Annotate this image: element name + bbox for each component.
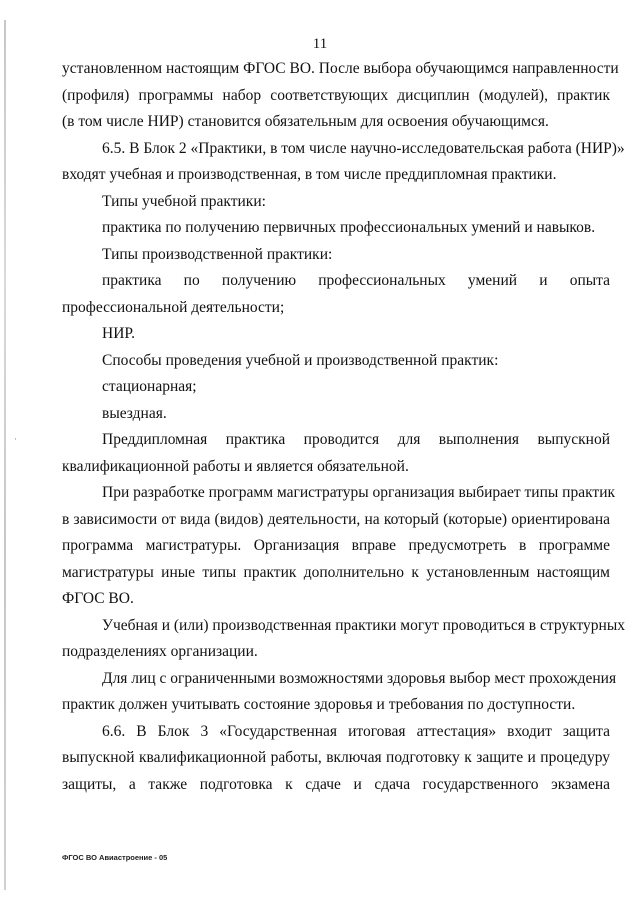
- scan-edge: [4, 20, 6, 890]
- text-line: Для лиц с ограниченными возможностями здоровья выбор мест прохождения: [102, 669, 617, 687]
- paragraph-field: [62, 401, 610, 428]
- paragraph-pregraduation: [62, 427, 610, 480]
- text-line: Типы учебной практики:: [102, 192, 266, 210]
- text-line: программа магистратуры. Организация вправе предусмотреть в программе: [62, 537, 610, 554]
- text-line: защиты, а также подготовка к сдаче и сдача государственного экзамена: [62, 775, 610, 793]
- paragraph-production-practice-types: [62, 242, 610, 269]
- text-line: При разработке программ магистратуры организация выбирает типы практик: [102, 484, 616, 501]
- paragraph-production-practice-item: [62, 268, 610, 321]
- text-line: стационарная;: [102, 378, 197, 395]
- paragraph-program-development: [62, 480, 616, 613]
- paragraph-structural-units: [62, 613, 625, 666]
- text-line: в зависимости от вида (видов) деятельности, на который (которые) ориентирована: [62, 510, 610, 528]
- text-line: (в том числе НИР) становится обязательным для освоения обучающимся.: [62, 113, 549, 130]
- text-line: практик должен учитывать состояние здоровья и требования по доступности.: [62, 696, 576, 713]
- paragraph-learning-practice-item: [62, 215, 610, 242]
- text-line: выездная.: [102, 404, 167, 422]
- paragraph-practice-methods: [62, 348, 610, 375]
- text-line: (профиля) программы набор соответствующих дисциплин (модулей), практик: [62, 86, 610, 104]
- text-line: Преддипломная практика проводится для выполнения выпускной: [102, 431, 610, 448]
- text-line: входят учебная и производственная, в том числе преддипломная практики.: [62, 166, 557, 183]
- paragraph-6-6: [62, 719, 610, 799]
- text-line: НИР.: [102, 325, 135, 342]
- paragraph-6-5: [62, 136, 625, 189]
- text-line: Способы проведения учебной и производственной практик:: [102, 351, 499, 369]
- paragraph-stationary: [62, 374, 610, 401]
- text-line: подразделениях организации.: [62, 643, 258, 660]
- footer-code: ФГОС ВО Авиастроение - 05: [62, 853, 168, 862]
- paragraph-nir: [62, 321, 610, 348]
- text-line: 6.6. В Блок 3 «Государственная итоговая аттестация» входит защита: [102, 722, 610, 740]
- text-line: выпускной квалификационной работы, включая подготовку к защите и процедуру: [62, 749, 610, 766]
- paragraph-continuation: [62, 56, 619, 136]
- paragraph-accessibility: [62, 666, 617, 719]
- paragraph-learning-practice-types: [62, 189, 610, 216]
- page-number: 11: [312, 36, 328, 52]
- text-line: ФГОС ВО.: [62, 590, 134, 607]
- text-line: практика по получению профессиональных умений и опыта: [102, 272, 610, 289]
- text-line: магистратуры иные типы практик дополнительно к установленным настоящим: [62, 563, 610, 581]
- scan-speck: ·: [14, 434, 17, 444]
- text-line: установленном настоящим ФГОС ВО. После выбора обучающимся направленности: [62, 60, 619, 77]
- text-line: Типы производственной практики:: [102, 245, 333, 263]
- text-line: 6.5. В Блок 2 «Практики, в том числе научно-исследовательская работа (НИР)»: [102, 139, 625, 157]
- text-line: Учебная и (или) производственная практики могут проводиться в структурных: [102, 616, 625, 634]
- text-line: квалификационной работы и является обязательной.: [62, 457, 409, 475]
- document-body: [62, 56, 625, 798]
- text-line: практика по получению первичных профессиональных умений и навыков.: [102, 219, 596, 236]
- text-line: профессиональной деятельности;: [62, 298, 285, 316]
